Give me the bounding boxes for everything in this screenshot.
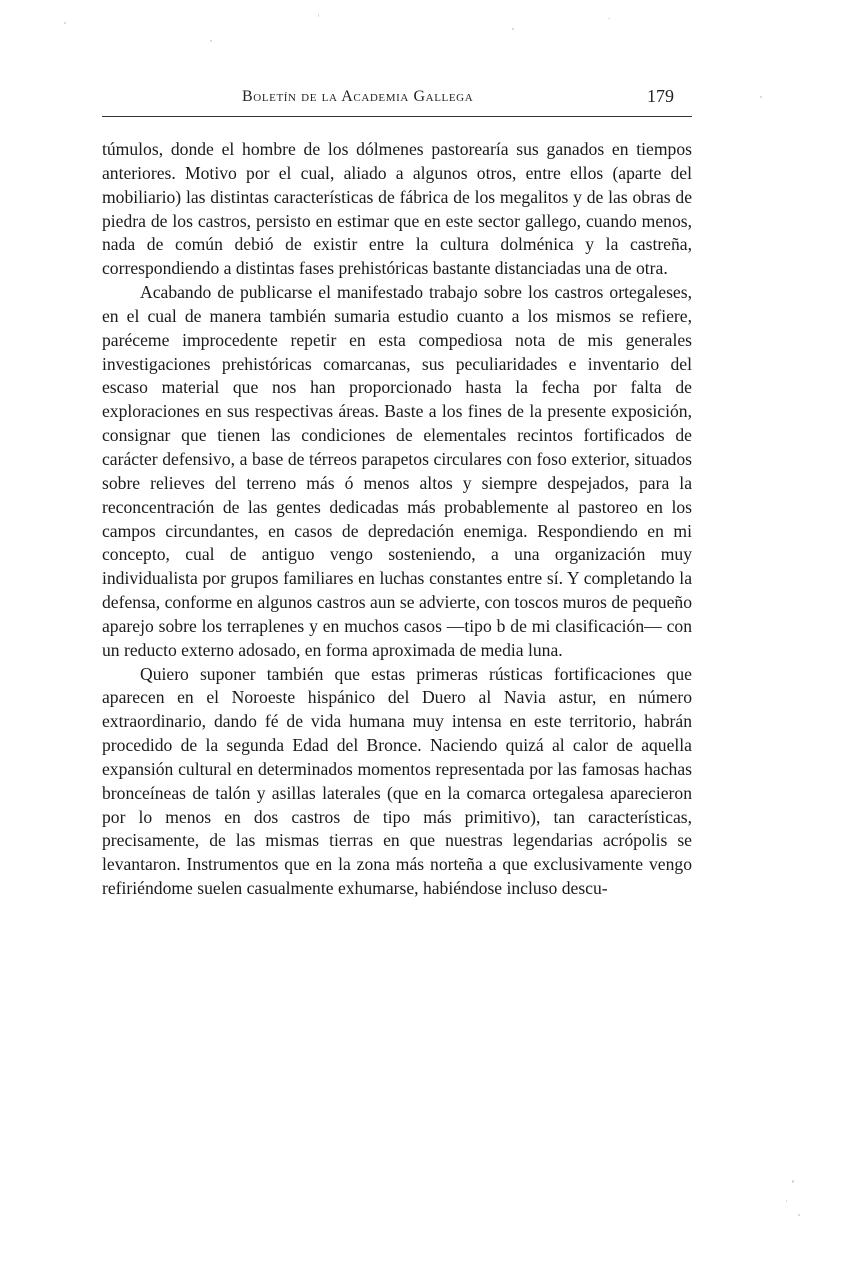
speck [792, 1180, 794, 1183]
running-title: Boletín de la Academia Gallega [242, 88, 474, 105]
paragraph-continuation: túmulos, donde el hombre de los dólmenes pastorearía sus ganados en tiempos anteriores. Motivo por el cual, aliado a algunos otros, entre ellos (aparte del mobiliario) las distintas características de fábrica de los megalitos y de las obras de piedra de los castros, persisto en estimar que en este sector gallego, cuando menos, nada de común debió de existir entre la cultura dolménica y la castreña, correspondiendo a distintas fases prehistóricas bastante distanciadas una de otra. [102, 139, 692, 279]
speck [512, 28, 514, 30]
speck [210, 40, 212, 42]
speck [760, 96, 762, 98]
page-number: 179 [647, 86, 674, 106]
speck [64, 22, 66, 24]
running-header [102, 86, 692, 116]
paragraph: Quiero suponer también que estas primeras rústicas fortificaciones que aparecen en el Noroeste hispánico del Duero al Navia astur, en número extraordinario, dando fé de vida humana muy intensa en este territorio, habrán procedido de la segunda Edad del Bronce. Naciendo quizá al calor de aquella expansión cultural en determinados momentos representada por las famosas hachas bronceíneas de talón y asillas laterales (que en la comarca ortegalesa aparecieron por lo menos en dos castros de tipo más primitivo), tan características, precisamente, de las mismas tierras en que nuestras legendarias acrópolis se levantaron. Instrumentos que en la zona más norteña a que exclusivamente vengo refiriéndome suelen casualmente exhumarse, habiéndose incluso descu- [102, 663, 692, 899]
speck [786, 1200, 787, 1202]
body-text [102, 138, 692, 901]
speck [318, 14, 319, 17]
header-rule [102, 116, 692, 117]
speck [798, 1214, 800, 1216]
speck [608, 18, 610, 19]
paragraph: Acabando de publicarse el manifestado trabajo sobre los castros ortegaleses, en el cual de manera también sumaria estudio cuanto a los mismos se refiere, paréceme improcedente repetir en esta compediosa nota de mis generales investigaciones prehistóricas comarcanas, sus peculiaridades e inventario del escaso material que nos han proporcionado hasta la fecha por falta de exploraciones en sus respectivas áreas. Baste a los fines de la presente exposición, consignar que tienen las condiciones de elementales recintos fortificados de carácter defensivo, a base de térreos parapetos circulares con foso exterior, situados sobre relieves del terreno más ó menos altos y siempre despejados, para la reconcentración de las gentes dedicadas más probablemente al pastoreo en los campos circundantes, en casos de depredación enemiga. Respondiendo en mi concepto, cual de antiguo vengo sosteniendo, a una organización muy individualista por grupos familiares en luchas constantes entre sí. Y completando la defensa, conforme en algunos castros aun se advierte, con toscos muros de pequeño aparejo sobre los terraplenes y en muchos casos —tipo b de mi clasificación— con un reducto externo adosado, en forma aproximada de media luna. [102, 282, 692, 660]
